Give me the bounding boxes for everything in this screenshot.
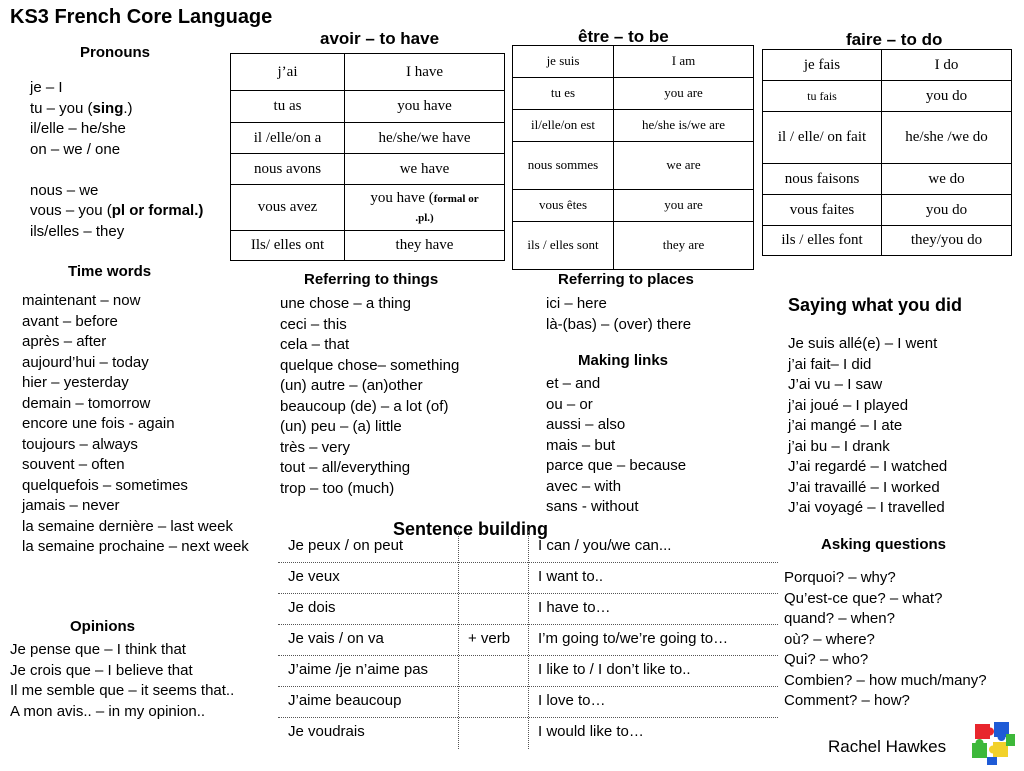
table-row <box>513 110 754 142</box>
table-row <box>231 91 505 123</box>
table-row <box>278 562 778 594</box>
list-item: aussi – also <box>546 416 626 433</box>
list-item: et – and <box>546 375 601 392</box>
list-item: trop – too (much) <box>280 479 395 497</box>
list-item: Qui? – who? <box>784 651 869 668</box>
table-cell: ils / elles sont <box>513 222 614 270</box>
list-item: Je crois que – I believe that <box>10 661 193 679</box>
faire-heading: faire – to do <box>846 30 943 49</box>
list-item: tout – all/everything <box>280 459 411 476</box>
table-cell: I’m going to/we’re going to… <box>538 630 729 647</box>
list-item: avec – with <box>546 477 622 495</box>
table-cell: Je vais / on va <box>288 630 384 647</box>
list-item: ils/elles – they <box>30 222 125 240</box>
table-cell: they are <box>614 222 754 270</box>
list-item: je – I <box>30 79 63 96</box>
table-cell: we do <box>882 164 1012 195</box>
table-cell: you do <box>882 195 1012 226</box>
table-cell: I do <box>882 50 1012 81</box>
table-row <box>763 50 1012 81</box>
table-cell: Je peux / on peut <box>288 537 404 554</box>
etre-table <box>512 45 754 270</box>
list-item: Je pense que – I think that <box>10 641 186 658</box>
table-row <box>763 164 1012 195</box>
table-cell: j’ai <box>231 54 345 91</box>
list-item: j’ai bu – I drank <box>788 437 890 455</box>
table-cell: Je veux <box>288 568 340 585</box>
opinions-heading: Opinions <box>70 618 135 635</box>
table-cell: je fais <box>763 50 882 81</box>
list-item: J’ai vu – I saw <box>788 376 883 393</box>
list-item: J’ai regardé – I watched <box>788 458 948 475</box>
list-item: vous – you (pl or formal.) <box>30 202 204 219</box>
table-cell: you are <box>614 78 754 110</box>
list-item: quelque chose– something <box>280 356 460 374</box>
places-list <box>546 294 691 335</box>
list-item: ceci – this <box>280 315 347 333</box>
table-cell: he/she is/we are <box>614 110 754 142</box>
author-name: Rachel Hawkes <box>828 737 947 756</box>
table-row <box>763 81 1012 112</box>
places-heading: Referring to places <box>558 271 694 288</box>
table-cell: I would like to… <box>538 723 644 740</box>
list-item: maintenant – now <box>22 292 141 309</box>
table-cell: we have <box>345 154 505 185</box>
did-heading: Saying what you did <box>788 295 963 315</box>
list-item: Combien? – how much/many? <box>784 671 987 689</box>
list-item: tu – you (sing.) <box>30 99 133 117</box>
sentence-heading: Sentence building <box>393 519 549 539</box>
table-row <box>513 78 754 110</box>
table-cell: I want to.. <box>538 568 604 585</box>
list-item: A mon avis.. – in my opinion.. <box>10 702 206 720</box>
faire-table <box>762 49 1012 256</box>
list-item: parce que – because <box>546 457 687 474</box>
list-item: on – we / one <box>30 140 121 158</box>
table-cell: tu as <box>231 91 345 123</box>
list-item: quand? – when? <box>784 610 895 627</box>
things-list <box>280 294 459 499</box>
table-cell: you do <box>882 81 1012 112</box>
table-cell: je suis <box>513 46 614 78</box>
table-row <box>763 195 1012 226</box>
avoir-table <box>230 53 505 261</box>
table-cell: I am <box>614 46 754 78</box>
time-words-list <box>22 291 272 558</box>
table-cell: + verb <box>468 630 511 647</box>
table-cell: they/you do <box>882 226 1012 256</box>
list-item: une chose – a thing <box>280 295 411 312</box>
list-item: après – after <box>22 333 107 350</box>
table-cell: il / elle/ on fait <box>763 112 882 164</box>
table-cell: vous faites <box>763 195 882 226</box>
links-list <box>546 374 686 518</box>
table-cell: Je dois <box>288 599 336 616</box>
list-item: là-(bas) – (over) there <box>546 315 692 333</box>
time-words-heading: Time words <box>68 263 152 280</box>
list-item: nous – we <box>30 181 99 199</box>
list-item: toujours – always <box>22 435 138 453</box>
table-row <box>278 655 778 687</box>
list-item: Porquoi? – why? <box>784 569 896 586</box>
table-row <box>278 717 778 748</box>
table-cell: Ils/ elles ont <box>231 231 345 261</box>
did-list <box>788 334 947 519</box>
opinions-list <box>10 640 234 722</box>
table-row <box>278 686 778 718</box>
list-item: mais – but <box>546 436 616 454</box>
table-cell: you have (formal or .pl.) <box>345 185 505 231</box>
list-item: Il me semble que – it seems that.. <box>10 682 235 699</box>
list-item: il/elle – he/she <box>30 120 126 137</box>
table-cell: vous avez <box>231 185 345 231</box>
table-cell: I can / you/we can... <box>538 537 672 554</box>
table-row <box>278 531 778 563</box>
table-cell: nous avons <box>231 154 345 185</box>
pronouns-heading: Pronouns <box>80 44 150 61</box>
table-cell: I have <box>345 54 505 91</box>
table-cell: Je voudrais <box>288 723 365 740</box>
table-row <box>231 54 505 91</box>
table-cell: J’aime /je n’aime pas <box>288 661 429 678</box>
list-item: avant – before <box>22 312 118 330</box>
table-row <box>231 154 505 185</box>
list-item: j’ai fait– I did <box>788 355 872 373</box>
list-item: encore une fois - again <box>22 415 175 432</box>
puzzle-logo-icon <box>969 720 1017 766</box>
table-row <box>763 112 1012 164</box>
page-title: KS3 French Core Language <box>10 6 273 28</box>
table-row <box>231 185 505 231</box>
table-cell: they have <box>345 231 505 261</box>
table-cell: tu fais <box>763 81 882 112</box>
table-cell: you are <box>614 190 754 222</box>
list-item: (un) autre – (an)other <box>280 377 423 394</box>
table-row <box>513 142 754 190</box>
table-cell: I love to… <box>538 692 606 709</box>
list-item: beaucoup (de) – a lot (of) <box>280 397 449 415</box>
list-item: Comment? – how? <box>784 692 910 709</box>
table-cell: we are <box>614 142 754 190</box>
table-row <box>231 231 505 261</box>
list-item: J’ai travaillé – I worked <box>788 478 940 496</box>
table-cell: he/she/we have <box>345 123 505 154</box>
list-item: j’ai joué – I played <box>788 396 909 414</box>
table-cell: il/elle/on est <box>513 110 614 142</box>
table-cell: I have to… <box>538 599 611 616</box>
list-item: souvent – often <box>22 456 125 473</box>
list-item: (un) peu – (a) little <box>280 418 402 435</box>
table-cell: he/she /we do <box>882 112 1012 164</box>
sentence-building-table <box>278 531 778 749</box>
table-row <box>278 593 778 625</box>
table-row <box>513 222 754 270</box>
pronouns-list <box>30 78 203 242</box>
table-cell: J’aime beaucoup <box>288 692 402 709</box>
list-item: sans - without <box>546 498 639 515</box>
list-item: demain – tomorrow <box>22 394 151 412</box>
questions-heading: Asking questions <box>821 536 947 553</box>
list-item: ici – here <box>546 295 607 312</box>
things-heading: Referring to things <box>304 271 439 288</box>
list-item: cela – that <box>280 336 350 353</box>
questions-list <box>784 568 987 712</box>
list-item: jamais – never <box>22 497 120 514</box>
list-item: ou – or <box>546 395 593 413</box>
table-row <box>278 624 778 656</box>
table-cell: il /elle/on a <box>231 123 345 154</box>
list-item: où? – where? <box>784 630 875 648</box>
list-item: la semaine dernière – last week <box>22 517 233 535</box>
table-cell: nous faisons <box>763 164 882 195</box>
table-cell: I like to / I don’t like to.. <box>538 661 691 678</box>
list-item: Qu’est-ce que? – what? <box>784 589 943 607</box>
list-item: quelquefois – sometimes <box>22 476 188 494</box>
table-row <box>513 46 754 78</box>
list-item: Je suis allé(e) – I went <box>788 335 938 352</box>
table-cell: vous êtes <box>513 190 614 222</box>
list-item: J’ai voyagé – I travelled <box>788 499 945 516</box>
list-item: hier – yesterday <box>22 374 129 391</box>
table-cell: you have <box>345 91 505 123</box>
table-cell: tu es <box>513 78 614 110</box>
table-cell: nous sommes <box>513 142 614 190</box>
etre-heading: être – to be <box>578 27 669 46</box>
links-heading: Making links <box>578 352 669 369</box>
list-item: la semaine prochaine – next week <box>22 538 249 555</box>
table-cell: ils / elles font <box>763 226 882 256</box>
table-row <box>513 190 754 222</box>
table-row <box>231 123 505 154</box>
avoir-heading: avoir – to have <box>320 29 440 48</box>
list-item: très – very <box>280 438 351 456</box>
list-item: aujourd’hui – today <box>22 353 149 371</box>
list-item: j’ai mangé – I ate <box>788 417 903 434</box>
table-row <box>763 226 1012 256</box>
